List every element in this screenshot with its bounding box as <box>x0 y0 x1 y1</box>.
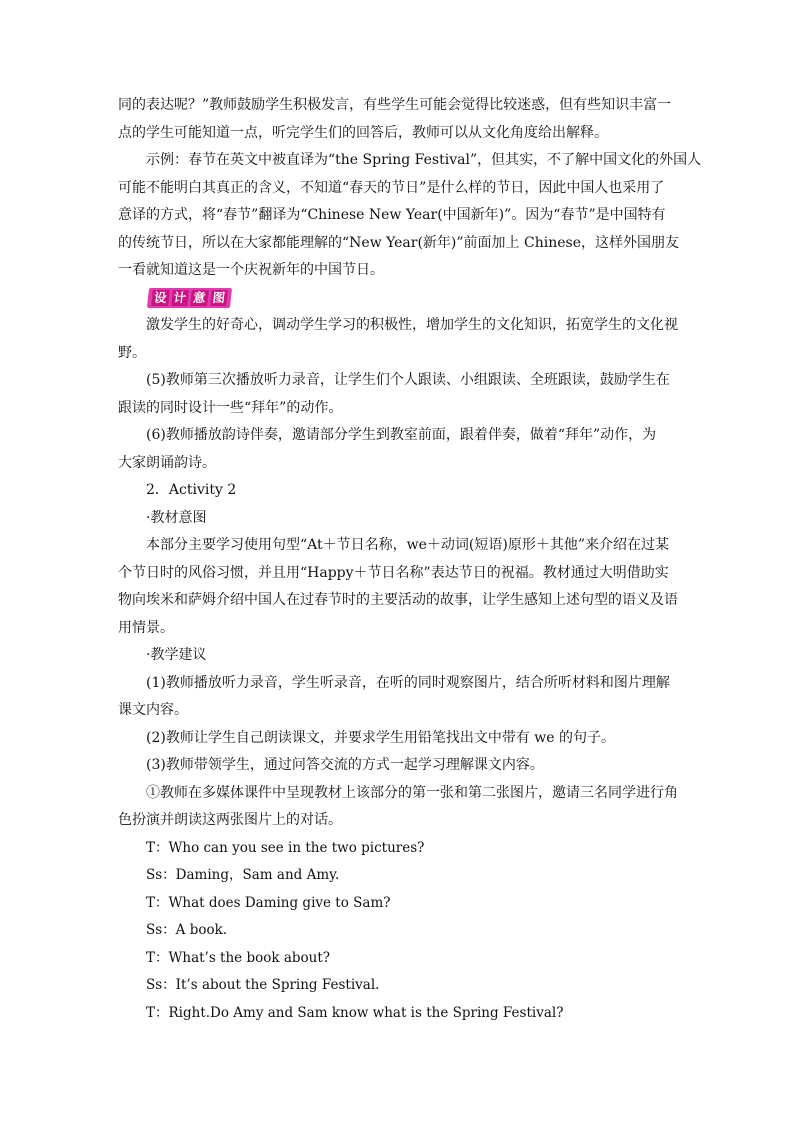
badge-char: 设 <box>151 290 169 306</box>
design-text-line: 激发学生的好奇心，调动学生学习的积极性，增加学生的文化知识，拓宽学生的文化视 <box>146 317 678 333</box>
dialogue-line: T：Who can you see in the two pictures? <box>146 839 425 856</box>
example-line: 的传统节日，所以在大家都能理解的“New Year(新年)”前面加上 Chinese，这样外国朋友 <box>118 234 679 251</box>
advice-line: (3)教师带领学生，通过问答交流的方式一起学习理解课文内容。 <box>146 757 544 773</box>
advice-line: (1)教师播放听力录音，学生听录音，在听的同时观察图片，结合所听材料和图片理解 <box>146 674 670 691</box>
example-line: 一看就知道这是一个庆祝新年的中国节日。 <box>118 262 384 278</box>
badge-char: 意 <box>190 290 208 306</box>
step-5-line: (5)教师第三次播放听力录音，让学生们个人跟读、小组跟读、全班跟读，鼓励学生在 <box>146 372 670 388</box>
example-line: 可能不能明白其真正的含义，不知道“春天的节日”是什么样的节日，因此中国人也采用了 <box>118 179 665 196</box>
dialogue-line: T：Right.Do Amy and Sam know what is the Spring Festival? <box>146 1004 564 1021</box>
badge-char: 图 <box>210 290 228 306</box>
intent-line: 本部分主要学习使用句型“At＋节日名称，we＋动词(短语)原形＋其他”来介绍在过某 <box>146 537 669 553</box>
intent-line: 个节日时的风俗习惯，并且用“Happy＋节日名称”表达节日的祝福。教材通过大明借助实 <box>118 564 669 581</box>
intent-line: 物向埃米和萨姆介绍中国人在过春节时的主要活动的故事，让学生感知上述句型的语义及语 <box>118 592 678 608</box>
paragraph-line: 点的学生可能知道一点，听完学生们的回答后，教师可以从文化角度给出解释。 <box>118 124 608 141</box>
paragraph-line: 同的表达呢？”教师鼓励学生积极发言，有些学生可能会觉得比较迷惑，但有些知识丰富一 <box>118 97 672 113</box>
document-page <box>118 92 702 1027</box>
design-intent-tag-row <box>118 285 678 313</box>
example-line: 示例：春节在英文中被直译为“the Spring Festival”，但其实，不了解中国文化的外国人 <box>146 152 702 168</box>
advice-label: ·教学建议 <box>146 647 207 663</box>
advice-line: (2)教师让学生自己朗读课文，并要求学生用铅笔找出文中带有 we 的句子。 <box>146 729 615 746</box>
design-intent-badge <box>147 288 232 308</box>
intent-line: 用情景。 <box>118 619 174 636</box>
advice-subline: ①教师在多媒体课件中呈现教材上该部分的第一张和第二张图片，邀请三名同学进行角 <box>146 784 678 801</box>
dialogue-line: T：What does Daming give to Sam? <box>146 894 391 911</box>
step-5-line: 跟读的同时设计一些“拜年”的动作。 <box>118 399 343 416</box>
badge-char: 计 <box>171 290 189 306</box>
intent-label: ·教材意图 <box>146 509 207 526</box>
advice-subline: 色扮演并朗读这两张图片上的对话。 <box>118 812 342 828</box>
dialogue-line: Ss：Daming，Sam and Amy. <box>146 867 340 883</box>
section-heading: 2．Activity 2 <box>146 482 237 498</box>
example-line: 意译的方式，将“春节”翻译为“Chinese New Year(中国新年)”。因为“春节”是中国特有 <box>118 207 666 223</box>
advice-line: 课文内容。 <box>118 702 188 718</box>
dialogue-line: Ss：It’s about the Spring Festival. <box>146 977 380 993</box>
dialogue-line: Ss：A book. <box>146 922 228 938</box>
step-6-line: (6)教师播放韵诗伴奏，邀请部分学生到教室前面，跟着伴奏，做着“拜年”动作，为 <box>146 427 657 443</box>
step-6-line: 大家朗诵韵诗。 <box>118 454 216 471</box>
dialogue-line: T：What’s the book about? <box>146 949 331 966</box>
design-text-line: 野。 <box>118 344 146 361</box>
